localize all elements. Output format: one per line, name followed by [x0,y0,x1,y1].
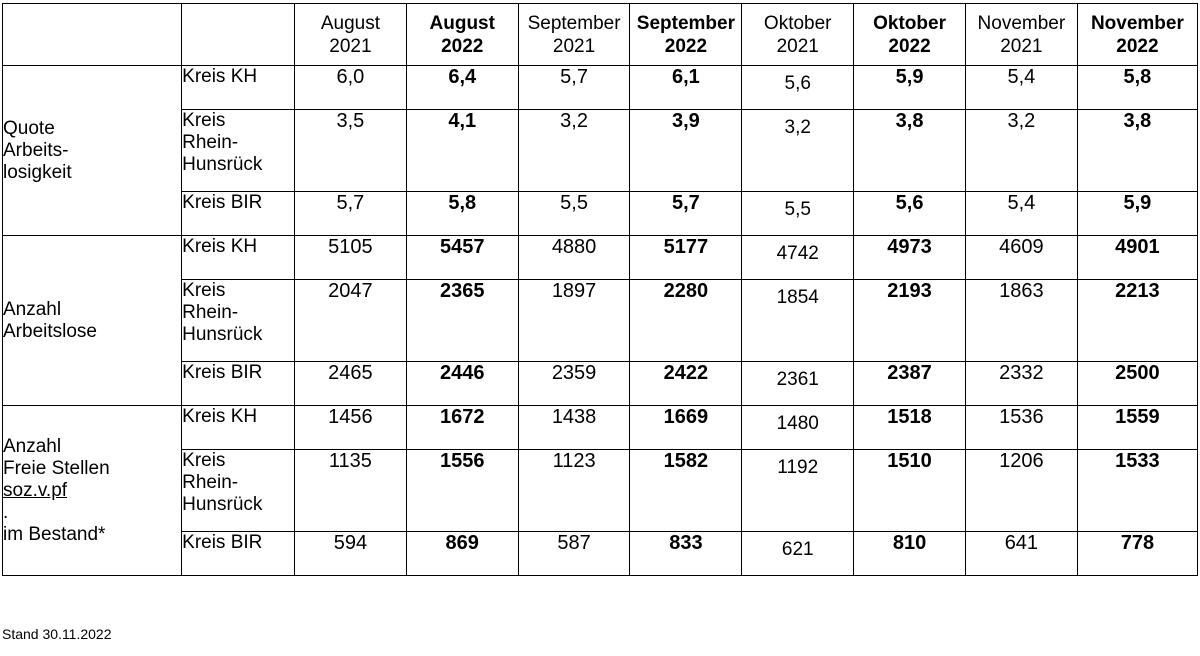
value-cell: 2193 [854,280,966,362]
region-label: Kreis KH [182,236,258,257]
table-row [3,450,1198,532]
value-cell: 1582 [630,450,742,532]
value-cell: 2213 [1077,280,1197,362]
value-cell: 2422 [630,362,742,406]
value-cell: 2500 [1077,362,1197,406]
group-label-line: Arbeitslose [3,320,97,342]
region-label-line: Kreis [182,110,226,131]
value-cell: 4880 [518,236,630,280]
region-cell [182,406,295,450]
value-cell: 6,1 [630,66,742,110]
footer-stand-date: Stand 30.11.2022 [2,626,112,642]
region-label: Kreis KH [182,66,258,87]
value-cell: 2365 [406,280,518,362]
region-cell [182,110,295,192]
value-cell: 1854 [742,280,854,362]
corner-cell-region [182,4,295,66]
value-cell: 4609 [965,236,1077,280]
group-label-period: . [3,501,9,523]
region-label: Kreis BIR [182,192,263,213]
value-cell: 5,5 [518,192,630,236]
year-label: 2021 [552,35,596,57]
group-label-line: losigkeit [3,161,72,183]
group-label-abbreviation: soz.v.pf [3,479,68,501]
value-cell: 1206 [965,450,1077,532]
value-cell: 5,7 [630,192,742,236]
region-cell [182,66,295,110]
month-header [295,4,407,66]
value-cell: 594 [295,532,407,576]
value-cell: 3,9 [630,110,742,192]
year-label: 2021 [329,35,372,57]
month-header [742,4,854,66]
group-label-line: Arbeits- [3,139,69,161]
year-label: 2021 [776,35,819,57]
value-cell: 2446 [406,362,518,406]
value-cell: 4973 [854,236,966,280]
year-label: 2022 [664,35,708,57]
value-cell: 778 [1077,532,1197,576]
group-label-quote [3,66,182,236]
month-header [518,4,630,66]
value-cell: 5177 [630,236,742,280]
value-cell: 6,4 [406,66,518,110]
value-cell: 1135 [295,450,407,532]
value-cell: 5,7 [518,66,630,110]
region-cell [182,532,295,576]
value-cell: 833 [630,532,742,576]
value-cell: 5,7 [295,192,407,236]
value-cell: 869 [406,532,518,576]
value-cell: 5,9 [854,66,966,110]
month-label: Oktober [763,12,832,34]
region-label-line: Hunsrück [182,494,263,515]
group-label-arbeitslose [3,236,182,406]
value-cell: 1897 [518,280,630,362]
region-label-line: Rhein- [182,472,239,493]
year-label: 2022 [1116,35,1159,57]
month-header [854,4,966,66]
region-label-line: Kreis [182,450,226,471]
value-cell: 1863 [965,280,1077,362]
value-cell: 1669 [630,406,742,450]
table-row [3,110,1198,192]
value-cell: 5,9 [1077,192,1197,236]
value-cell: 1123 [518,450,630,532]
value-cell: 1510 [854,450,966,532]
month-label: September [636,12,735,34]
value-cell: 1518 [854,406,966,450]
month-header [1077,4,1197,66]
region-label: Kreis BIR [182,362,263,383]
year-label: 2022 [888,35,931,57]
table-row [3,406,1198,450]
value-cell: 5,4 [965,192,1077,236]
value-cell: 1192 [742,450,854,532]
value-cell: 1533 [1077,450,1197,532]
month-label: September [527,12,621,34]
month-label: November [977,12,1066,34]
value-cell: 5,8 [406,192,518,236]
value-cell: 2359 [518,362,630,406]
month-header [630,4,742,66]
region-cell [182,280,295,362]
value-cell: 2332 [965,362,1077,406]
value-cell: 4901 [1077,236,1197,280]
group-label-line: Anzahl [3,298,62,320]
table-row [3,362,1198,406]
region-label-line: Kreis [182,280,226,301]
group-label-line: Anzahl [3,435,62,457]
value-cell: 1480 [742,406,854,450]
month-header [965,4,1077,66]
table-row [3,66,1198,110]
value-cell: 810 [854,532,966,576]
region-label: Kreis BIR [182,532,263,553]
value-cell: 2047 [295,280,407,362]
value-cell: 4742 [742,236,854,280]
value-cell: 4,1 [406,110,518,192]
value-cell: 2387 [854,362,966,406]
header-row [3,4,1198,66]
group-label-line: Quote [3,117,55,139]
month-label: Oktober [873,12,946,34]
value-cell: 621 [742,532,854,576]
month-label: November [1090,12,1184,34]
region-label-line: Rhein- [182,302,239,323]
month-label: August [320,12,380,34]
value-cell: 3,2 [965,110,1077,192]
value-cell: 3,8 [1077,110,1197,192]
region-label-line: Hunsrück [182,324,263,345]
value-cell: 2361 [742,362,854,406]
region-label-line: Rhein- [182,132,239,153]
group-label-line: Freie Stellen [3,457,110,479]
region-cell [182,450,295,532]
group-label-line: im Bestand* [3,523,106,545]
value-cell: 5,5 [742,192,854,236]
value-cell: 5,8 [1077,66,1197,110]
value-cell: 1556 [406,450,518,532]
value-cell: 1536 [965,406,1077,450]
year-label: 2022 [441,35,484,57]
value-cell: 5,6 [854,192,966,236]
region-cell [182,192,295,236]
value-cell: 5457 [406,236,518,280]
table-row [3,236,1198,280]
value-cell: 641 [965,532,1077,576]
value-cell: 2465 [295,362,407,406]
value-cell: 3,5 [295,110,407,192]
value-cell: 1438 [518,406,630,450]
value-cell: 1456 [295,406,407,450]
value-cell: 1559 [1077,406,1197,450]
group-label-freie-stellen [3,406,182,576]
year-label: 2021 [1000,35,1043,57]
month-label: August [429,12,495,34]
value-cell: 6,0 [295,66,407,110]
value-cell: 3,2 [742,110,854,192]
group-label-line [3,480,181,524]
table-row [3,280,1198,362]
region-label-line: Hunsrück [182,154,263,175]
region-cell [182,236,295,280]
table-row [3,192,1198,236]
statistics-table [2,3,1198,576]
region-cell [182,362,295,406]
table-row [3,532,1198,576]
value-cell: 5105 [295,236,407,280]
region-label: Kreis KH [182,406,258,427]
value-cell: 2280 [630,280,742,362]
value-cell: 3,2 [518,110,630,192]
value-cell: 587 [518,532,630,576]
value-cell: 5,4 [965,66,1077,110]
value-cell: 1672 [406,406,518,450]
month-header [406,4,518,66]
corner-cell-group [3,4,182,66]
value-cell: 3,8 [854,110,966,192]
value-cell: 5,6 [742,66,854,110]
